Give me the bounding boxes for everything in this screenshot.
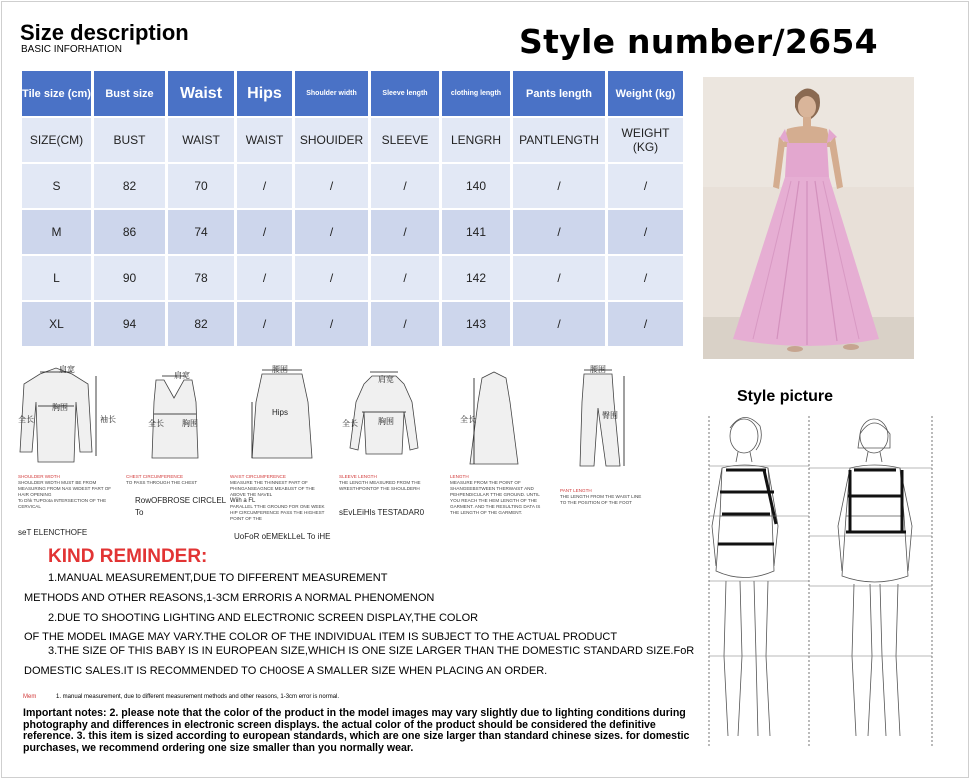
table-cell: 142	[442, 256, 510, 300]
header-bust: Bust size	[94, 71, 165, 116]
caption-sleeve-big: sEvLEiHls TESTADAR0	[339, 508, 425, 517]
table-cell: SIZE(CM)	[22, 118, 91, 162]
table-cell: BUST	[94, 118, 165, 162]
header-weight: Weight (kg)	[608, 71, 683, 116]
table-cell: /	[371, 302, 439, 346]
header-sleeve: Sleeve length	[371, 71, 439, 116]
table-cell: 82	[168, 302, 234, 346]
caption-waist-text-2: PARALLEL TTHE GROUND FOR ONE WEEK HIP CIRCUMFERENCE PASS THE HIGHEST POINT OF THE	[230, 504, 325, 521]
measurement-diagrams	[16, 362, 676, 542]
size-table-header-row	[22, 71, 683, 116]
table-cell: /	[608, 302, 683, 346]
diagram-label-xiong-wei-3: 胸围	[378, 417, 394, 426]
caption-length	[450, 474, 546, 516]
table-cell: /	[513, 164, 605, 208]
diagram-label-quan-chang-3: 全长	[342, 419, 358, 428]
caption-waist-big-1: Wiih a FL	[230, 498, 256, 504]
page-title: Size description	[20, 20, 189, 45]
reminder-line: DOMESTIC SALES.IT IS RECOMMENDED TO CH0OSE A SMALLER SIZE WHEN PLACING AN ORDER.	[24, 665, 548, 677]
table-cell: /	[371, 210, 439, 254]
table-cell: 74	[168, 210, 234, 254]
table-cell: /	[295, 302, 368, 346]
caption-chest-text: TO PASS THROUGH THE CHEST	[126, 480, 198, 485]
table-cell: SHOUIDER	[295, 118, 368, 162]
diagram-label-quan-chang-2: 全长	[148, 419, 164, 428]
caption-chest-big-2: To	[135, 508, 144, 517]
sweater-diagram	[350, 376, 418, 454]
caption-chest	[126, 474, 218, 486]
table-cell: LENGRH	[442, 118, 510, 162]
diagram-label-jian-kuan-3: 肩宽	[378, 375, 394, 384]
diagram-label-yao-wei: 腰围	[272, 365, 288, 374]
table-cell: M	[22, 210, 91, 254]
table-cell: 86	[94, 210, 165, 254]
caption-shoulder-extra: To Dhk TUPOota INTERSECTION OF THE CERVICAL	[18, 498, 107, 509]
header-tile-size: Tile size (cm)	[22, 71, 91, 116]
caption-shoulder-title: SHOULDER WIDTH	[18, 474, 60, 479]
diagram-label-quan-chang-4: 全长	[460, 415, 476, 424]
dress-diagram	[470, 372, 518, 464]
caption-chest-big-1: RowOFBROSE CIRCLEL	[135, 496, 227, 505]
page-subtitle: BASIC INFORHATION	[21, 44, 122, 55]
header-shoulder: Shoulder width	[295, 71, 368, 116]
table-cell: WAIST	[237, 118, 292, 162]
table-cell: /	[608, 164, 683, 208]
table-cell: 70	[168, 164, 234, 208]
table-cell: S	[22, 164, 91, 208]
diagram-label-xiong-wei-2: 胸围	[182, 419, 198, 428]
diagram-label-hips: Hips	[272, 408, 289, 417]
mini-note-label: Mem	[23, 694, 37, 700]
product-photo	[703, 77, 914, 359]
style-number: Style number/2654	[519, 22, 878, 61]
table-cell: /	[371, 164, 439, 208]
caption-length-text: MEASURE FROM THE POINT OF SHANGEEBSTWEEN THERWAIST AND PEHPENDICULAR TTHE GROUND. UNTIL YOU REACH THE HEM LENGTH OF THE GARMENT. AND THE RESULTING DATA IS THE LENGTH OF THE GARMENT.	[450, 480, 541, 515]
table-cell: /	[513, 256, 605, 300]
caption-shoulder	[18, 474, 114, 510]
table-cell: /	[295, 164, 368, 208]
table-cell: 94	[94, 302, 165, 346]
reminder-line: METHODS AND OTHER REASONS,1-3CM ERRORIS A NORMAL PHENOMENON	[24, 592, 435, 604]
caption-waist-text: MEASURE THE THINNEST PART OF PHINGANSEAGNCE MEABUST OF THE ABOVE THE NAVEL	[230, 480, 315, 497]
diagram-label-yao-wei-2: 腰围	[590, 365, 606, 374]
table-cell: /	[237, 302, 292, 346]
caption-shoulder-text: SHOULDER WIDTH MUST BE FROM MEASURING FROM NAS WIDEST PART OF HAIR OPENING	[18, 480, 112, 497]
caption-pant-title: PANT LENGTH	[560, 488, 592, 493]
reminder-line: 2.DUE TO SHOOTING LIGHTING AND ELECTRONIC SCREEN DISPLAY,THE COLOR	[48, 612, 479, 624]
measurement-sketch	[704, 406, 937, 754]
table-cell: /	[295, 256, 368, 300]
table-cell: L	[22, 256, 91, 300]
diagram-label-xiong-wei: 胸围	[52, 403, 68, 412]
table-cell: /	[513, 210, 605, 254]
header-pants-length: Pants length	[513, 71, 605, 116]
table-row	[22, 210, 683, 254]
diagram-label-tun-wei: 臀围	[602, 411, 618, 420]
header-clothing-length: clothing length	[442, 71, 510, 116]
caption-chest-title: CHEST CIRCUMFERENCE	[126, 474, 184, 479]
reminder-line: 3.THE SIZE OF THIS BABY IS IN EUROPEAN SIZE,WHICH IS ONE SIZE LARGER THAN THE DOMESTIC STANDARD SIZE.FoR	[48, 645, 695, 657]
style-picture-label: Style picture	[737, 388, 834, 405]
dress-photo-illustration	[703, 77, 914, 359]
diagram-label-xiu-chang: 袖长	[100, 415, 116, 424]
size-table-subheader-row	[22, 118, 683, 162]
table-row	[22, 164, 683, 208]
caption-pant	[560, 488, 648, 506]
diagram-label-quan-chang: 全长	[18, 415, 34, 424]
caption-shoulder-big: seT ELENCTHOFE	[18, 528, 88, 537]
caption-waist	[230, 474, 328, 522]
size-table	[19, 69, 686, 348]
diagram-label-jian-kuan: 肩宽	[59, 365, 75, 374]
table-row	[22, 302, 683, 346]
reminder-line: OF THE MODEL IMAGE MAY VARY.THE COLOR OF THE INDIVIDUAL ITEM IS SUBJECT TO THE ACTUAL PRODUCT	[24, 631, 618, 643]
table-cell: 140	[442, 164, 510, 208]
caption-sleeve-text: THE LENGTH MEASURED FROM THE WRESTHPOINTOF THE SHOULDERH	[339, 480, 421, 491]
table-cell: SLEEVE	[371, 118, 439, 162]
important-notes: Important notes: 2. please note that the color of the product in the model images may vary slightly due to lighting conditions during photography and differences in electronic screen displays. the actual color of the product should be considered the definitive reference. 3. this item is sized according to european standards, which are one size larger than standard chinese sizes. for domestic purchases, we recommend ordering one size smaller than you normally wear.	[23, 707, 690, 754]
table-cell: /	[237, 210, 292, 254]
table-cell: /	[237, 256, 292, 300]
table-cell: 143	[442, 302, 510, 346]
table-cell: 78	[168, 256, 234, 300]
caption-waist-big-2: UoFoR oEMEkLLeL To iHE	[234, 532, 331, 541]
caption-length-title: LENGTH	[450, 474, 469, 479]
table-cell: /	[371, 256, 439, 300]
table-cell: /	[295, 210, 368, 254]
caption-sleeve	[339, 474, 435, 492]
table-cell: /	[608, 256, 683, 300]
table-cell: 90	[94, 256, 165, 300]
table-cell: XL	[22, 302, 91, 346]
table-cell: 82	[94, 164, 165, 208]
reminder-line: 1.MANUAL MEASUREMENT,DUE TO DIFFERENT MEASUREMENT	[48, 572, 388, 584]
mini-note	[23, 694, 339, 700]
kind-reminder-heading: KIND REMINDER:	[48, 546, 208, 567]
caption-sleeve-title: SLEEVE LENGTH	[339, 474, 377, 479]
header-waist: Waist	[168, 71, 234, 116]
table-cell: WAIST	[168, 118, 234, 162]
table-cell: 141	[442, 210, 510, 254]
caption-waist-title: WAIST CIRCUMFERENCE	[230, 474, 286, 479]
header-hips: Hips	[237, 71, 292, 116]
mini-note-text: 1. manual measurement, due to different measurement methods and other reasons, 1-3cm error is normal.	[56, 694, 340, 700]
table-cell: /	[237, 164, 292, 208]
caption-pant-text: THE LENGTH FROM THE WAIST LINE TO THE POSITION OF THE FOOT	[560, 494, 642, 505]
figure-sketch-svg	[704, 406, 937, 754]
table-row	[22, 256, 683, 300]
table-cell: PANTLENGTH	[513, 118, 605, 162]
table-cell: /	[608, 210, 683, 254]
diagram-label-jian-kuan-2: 肩宽	[174, 371, 190, 380]
table-cell: WEIGHT (KG)	[608, 118, 683, 162]
table-cell: /	[513, 302, 605, 346]
